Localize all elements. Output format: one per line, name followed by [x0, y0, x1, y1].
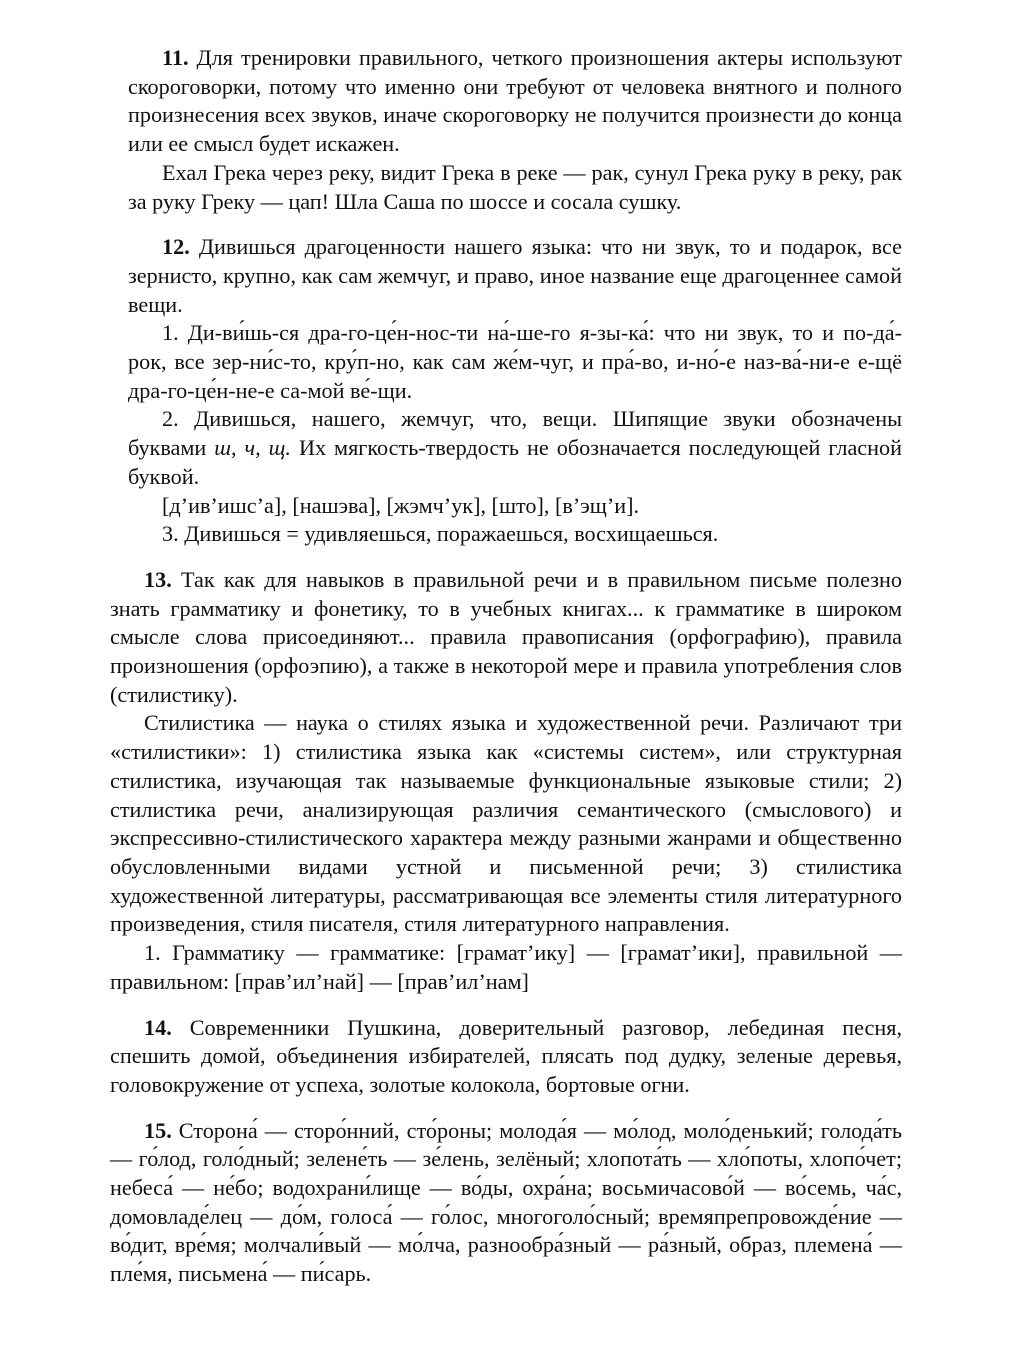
exercise-12 — [128, 233, 902, 549]
grammar-transcription: 1. Грамматику — грамматике: [грамат’ику] — [грамат’ики], правильной — правильном: [прав’ил’най] — [прав’ил’нам] — [110, 940, 902, 994]
exercise-number: 15. — [144, 1117, 172, 1143]
transcription: [д’ив’ишс’а], [нашэва], [жэмч’ук], [што], [в’эщ’и]. — [162, 492, 640, 518]
exercise-13-text: 13. Так как для навыков в правильной речи и в правильном письме полезно знать грамматику и фонетику, то в учебных книгах... к грамматике в широком смысле слова присоединяют... правила правописания (орфографию), правила произношения (орфоэпию), а также в некоторой мере и правила употребления слов (стилистику). — [110, 566, 902, 707]
exercise-14 — [110, 1014, 902, 1100]
exercise-number: 14. — [144, 1014, 172, 1040]
exercise-number: 11. — [162, 45, 189, 70]
exercise-14-text: 14. Современники Пушкина, доверительный разговор, лебединая песня, спешить домой, объединения избирателей, плясать под дудку, зеленые деревья, головокружение от успеха, золотые колокола, бортовые огни. — [110, 1014, 902, 1097]
exercise-15-text: 15. Сторона́ — сторо́нний, сто́роны; молода́я — мо́лод, моло́денький; голода́ть — го́лод, голо́дный; зелене́ть — зе́лень, зелёный; хлопота́ть — хло́поты, хлопо́чет; небеса́ — не́бо; водохрани́лище — во́ды, охра́на; восьмичасово́й — во́семь, ча́с, домовладе́лец — до́м, голоса́ — го́лос, многоголо́сный; времяпрепровожде́ние — во́дит, вре́мя; молчали́вый — мо́лча, разнообра́зный — ра́зный, образ, племена́ — пле́мя, письмена́ — пи́сарь. — [110, 1117, 902, 1287]
exercise-11 — [128, 44, 902, 216]
exercise-11-text: 11. Для тренировки правильного, четкого произношения актеры используют скороговорки, потому что именно они требуют от человека внятного и полного произнесения всех звуков, иначе скороговорку не получится произнести до конца или ее смысл будет искажен. — [128, 45, 902, 157]
stylistics-paragraph: Стилистика — наука о стилях языка и художественной речи. Различают три «стилистики»: 1) стилистика языка как «системы систем», или структурная стилистика, изучающая так называемые функциональные языковые стили; 2) стилистика речи, анализирующая различия семантического (смыслового) и экспрессивно-стилистического характера между разными жанрами и общественно обусловленными видами устной и письменной речи; 3) стилистика художественной литературы, рассматривающая все элементы стиля литературного произведения, стиля писателя, стиля литературного направления. — [110, 710, 902, 937]
exercise-number: 13. — [144, 566, 172, 592]
tongue-twisters: Ехал Грека через реку, видит Грека в реке — рак, сунул Грека руку в реку, рак за руку Греку — цап! Шла Саша по шоссе и сосала сушку. — [128, 159, 902, 214]
syllable-division: 1. Ди-ви́шь-ся дра-го-це́н-нос-ти на́-ше-го я-зы-ка́: что ни звук, то и по-да́-рок, все зер-ни́с-то, кру́п-но, как сам же́м-чуг, и пра́-во, и-но́-е наз-ва́-ни-е е-щё дра-го-це́н-не-е са-мой ве́-щи. — [128, 320, 902, 403]
hissing-sounds-note: 2. Дивишься, нашего, жемчуг, что, вещи. Шипящие звуки обозначены буквами ш, ч, щ. Их мягкость-твердость не обозначается последующей гласной буквой. — [128, 406, 902, 489]
exercise-15 — [110, 1117, 902, 1289]
exercise-12-text: 12. Дивишься драгоценности нашего языка: что ни звук, то и подарок, все зернисто, крупно, как сам жемчуг, и право, иное название еще драгоценнее самой вещи. — [128, 234, 902, 317]
synonyms: 3. Дивишься = удивляешься, поражаешься, восхищаешься. — [162, 521, 719, 547]
exercise-13 — [110, 566, 902, 997]
exercise-number: 12. — [162, 234, 190, 260]
